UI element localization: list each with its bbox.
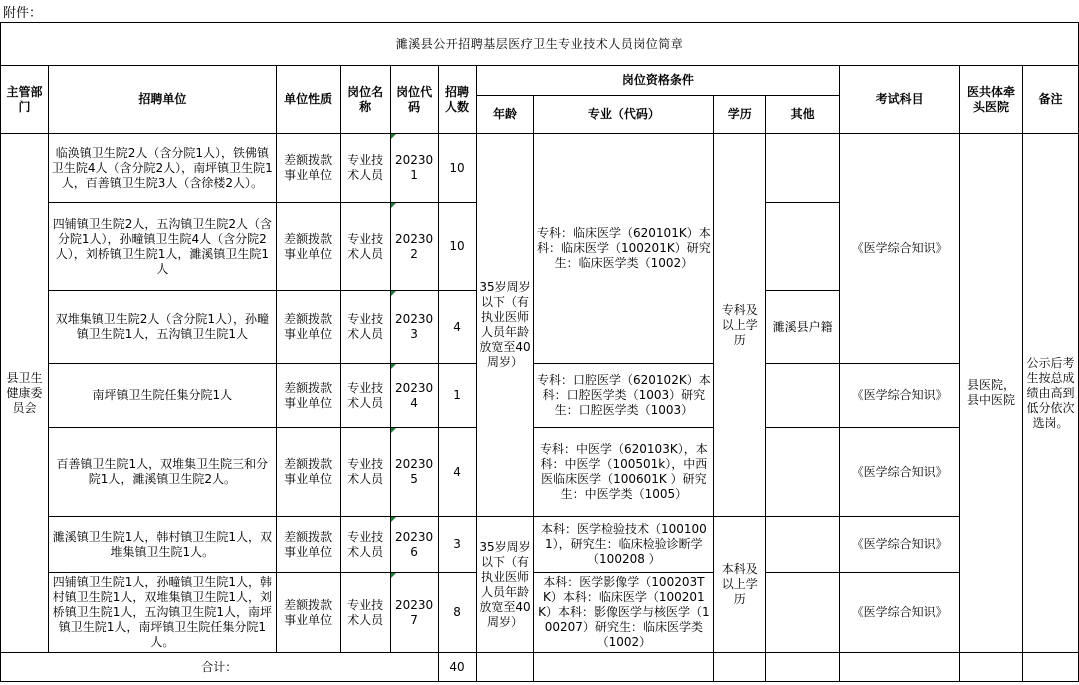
education-cell: 本科及以上学历	[714, 517, 766, 653]
header-remarks: 备注	[1022, 66, 1078, 134]
nature-cell: 差额拨款事业单位	[276, 134, 340, 203]
education-cell: 专科及以上学历	[714, 134, 766, 517]
post-name-cell: 专业技术人员	[340, 291, 390, 364]
header-post-code: 岗位代码	[390, 66, 438, 134]
count-cell: 1	[438, 364, 476, 428]
total-count: 40	[438, 653, 476, 682]
post-code-value: 202307	[394, 597, 434, 627]
exam-cell: 《医学综合知识》	[840, 517, 960, 573]
other-cell	[766, 134, 840, 203]
other-cell	[766, 517, 840, 573]
age-cell: 35岁周岁以下（有执业医师人员年龄放宽至40周岁）	[476, 134, 534, 517]
header-count: 招聘人数	[438, 66, 476, 134]
count-cell: 8	[438, 573, 476, 653]
exam-cell: 《医学综合知识》	[840, 428, 960, 517]
remarks-cell: 公示后考生按总成绩由高到低分依次选岗。	[1022, 134, 1078, 653]
unit-cell: 濉溪镇卫生院1人，韩村镇卫生院1人，双堆集镇卫生院1人。	[48, 517, 276, 573]
page-title: 濉溪县公开招聘基层医疗卫生专业技术人员岗位简章	[1, 23, 1079, 66]
age-cell: 35岁周岁以下（有执业医师人员年龄放宽至40周岁）	[476, 517, 534, 653]
post-code-cell	[390, 517, 438, 573]
header-age: 年龄	[476, 96, 534, 134]
post-code-cell	[390, 428, 438, 517]
nature-cell: 差额拨款事业单位	[276, 291, 340, 364]
recruitment-table	[0, 22, 1079, 682]
post-code-cell	[390, 203, 438, 291]
table-row	[1, 364, 1079, 428]
total-label: 合计：	[1, 653, 439, 682]
attachment-label: 附件：	[3, 6, 43, 21]
post-name-cell: 专业技术人员	[340, 573, 390, 653]
other-cell	[766, 428, 840, 517]
exam-cell: 《医学综合知识》	[840, 134, 960, 364]
unit-cell: 四铺镇卫生院1人，孙疃镇卫生院1人，韩村镇卫生院1人，双堆集镇卫生院1人，刘桥镇卫生院1人，五沟镇卫生院1人，南坪镇卫生院1人，南坪镇卫生院任集分院1人。	[48, 573, 276, 653]
other-cell: 濉溪县户籍	[766, 291, 840, 364]
post-code-value: 202306	[394, 529, 434, 559]
header-unit: 招聘单位	[48, 66, 276, 134]
unit-cell: 南坪镇卫生院任集分院1人	[48, 364, 276, 428]
table-row	[1, 134, 1079, 203]
header-dept: 主管部门	[1, 66, 49, 134]
count-cell: 3	[438, 517, 476, 573]
header-other: 其他	[766, 96, 840, 134]
unit-cell: 百善镇卫生院1人，双堆集卫生院三和分院1人，濉溪镇卫生院2人。	[48, 428, 276, 517]
nature-cell: 差额拨款事业单位	[276, 203, 340, 291]
table-row	[1, 428, 1079, 517]
post-name-cell: 专业技术人员	[340, 517, 390, 573]
count-cell: 4	[438, 428, 476, 517]
post-code-value: 202304	[394, 380, 434, 410]
count-cell: 4	[438, 291, 476, 364]
post-code-cell	[390, 364, 438, 428]
unit-cell: 双堆集镇卫生院2人（含分院1人），孙疃镇卫生院1人，五沟镇卫生院1人	[48, 291, 276, 364]
nature-cell: 差额拨款事业单位	[276, 517, 340, 573]
header-exam: 考试科目	[840, 66, 960, 134]
post-name-cell: 专业技术人员	[340, 203, 390, 291]
header-major: 专业（代码）	[534, 96, 714, 134]
count-cell: 10	[438, 134, 476, 203]
header-qualifications: 岗位资格条件	[476, 66, 840, 96]
header-nature: 单位性质	[276, 66, 340, 134]
unit-cell: 临涣镇卫生院2人（含分院1人），铁佛镇卫生院4人（含分院2人），南坪镇卫生院1人，百善镇卫生院3人（含徐楼2人）。	[48, 134, 276, 203]
exam-cell: 《医学综合知识》	[840, 364, 960, 428]
post-code-value: 202305	[394, 457, 434, 486]
other-cell	[766, 203, 840, 291]
post-code-cell	[390, 291, 438, 364]
post-code-value: 202303	[394, 312, 434, 341]
post-name-cell: 专业技术人员	[340, 428, 390, 517]
other-cell	[766, 573, 840, 653]
unit-cell: 四铺镇卫生院2人，五沟镇卫生院2人（含分院1人），孙疃镇卫生院4人（含分院2人），刘桥镇卫生院1人，濉溪镇卫生院1人	[48, 203, 276, 291]
nature-cell: 差额拨款事业单位	[276, 573, 340, 653]
major-cell: 本科：医学影像学（100203TK）本科：临床医学（100201K）本科：影像医学与核医学（100207）研究生：临床医学类（1002）	[534, 573, 714, 653]
post-name-cell: 专业技术人员	[340, 364, 390, 428]
major-cell: 专科：口腔医学（620102K）本科：口腔医学类（1003）研究生：口腔医学类（1003）	[534, 364, 714, 428]
exam-cell: 《医学综合知识》	[840, 573, 960, 653]
post-code-value: 202301	[394, 153, 434, 182]
dept-cell: 县卫生健康委员会	[1, 134, 49, 653]
header-lead-hospital: 医共体牵头医院	[960, 66, 1023, 134]
header-post-name: 岗位名称	[340, 66, 390, 134]
nature-cell: 差额拨款事业单位	[276, 428, 340, 517]
post-code-cell	[390, 134, 438, 203]
major-cell: 专科：临床医学（620101K）本科：临床医学（100201K）研究生：临床医学类（1002）	[534, 134, 714, 364]
total-row	[1, 653, 1079, 682]
post-code-cell	[390, 573, 438, 653]
major-cell: 本科：医学检验技术（1001001），研究生：临床检验诊断学 （100208 ）	[534, 517, 714, 573]
table-row	[1, 517, 1079, 573]
other-cell	[766, 364, 840, 428]
nature-cell: 差额拨款事业单位	[276, 364, 340, 428]
post-name-cell: 专业技术人员	[340, 134, 390, 203]
table-row	[1, 573, 1079, 653]
count-cell: 10	[438, 203, 476, 291]
major-cell: 专科：中医学（620103K），本科：中医学（100501k），中西医临床医学（100601K ）研究生：中医学类（1005）	[534, 428, 714, 517]
lead-hospital-cell: 县医院，县中医院	[960, 134, 1023, 653]
header-education: 学历	[714, 96, 766, 134]
post-code-value: 202302	[394, 231, 434, 261]
